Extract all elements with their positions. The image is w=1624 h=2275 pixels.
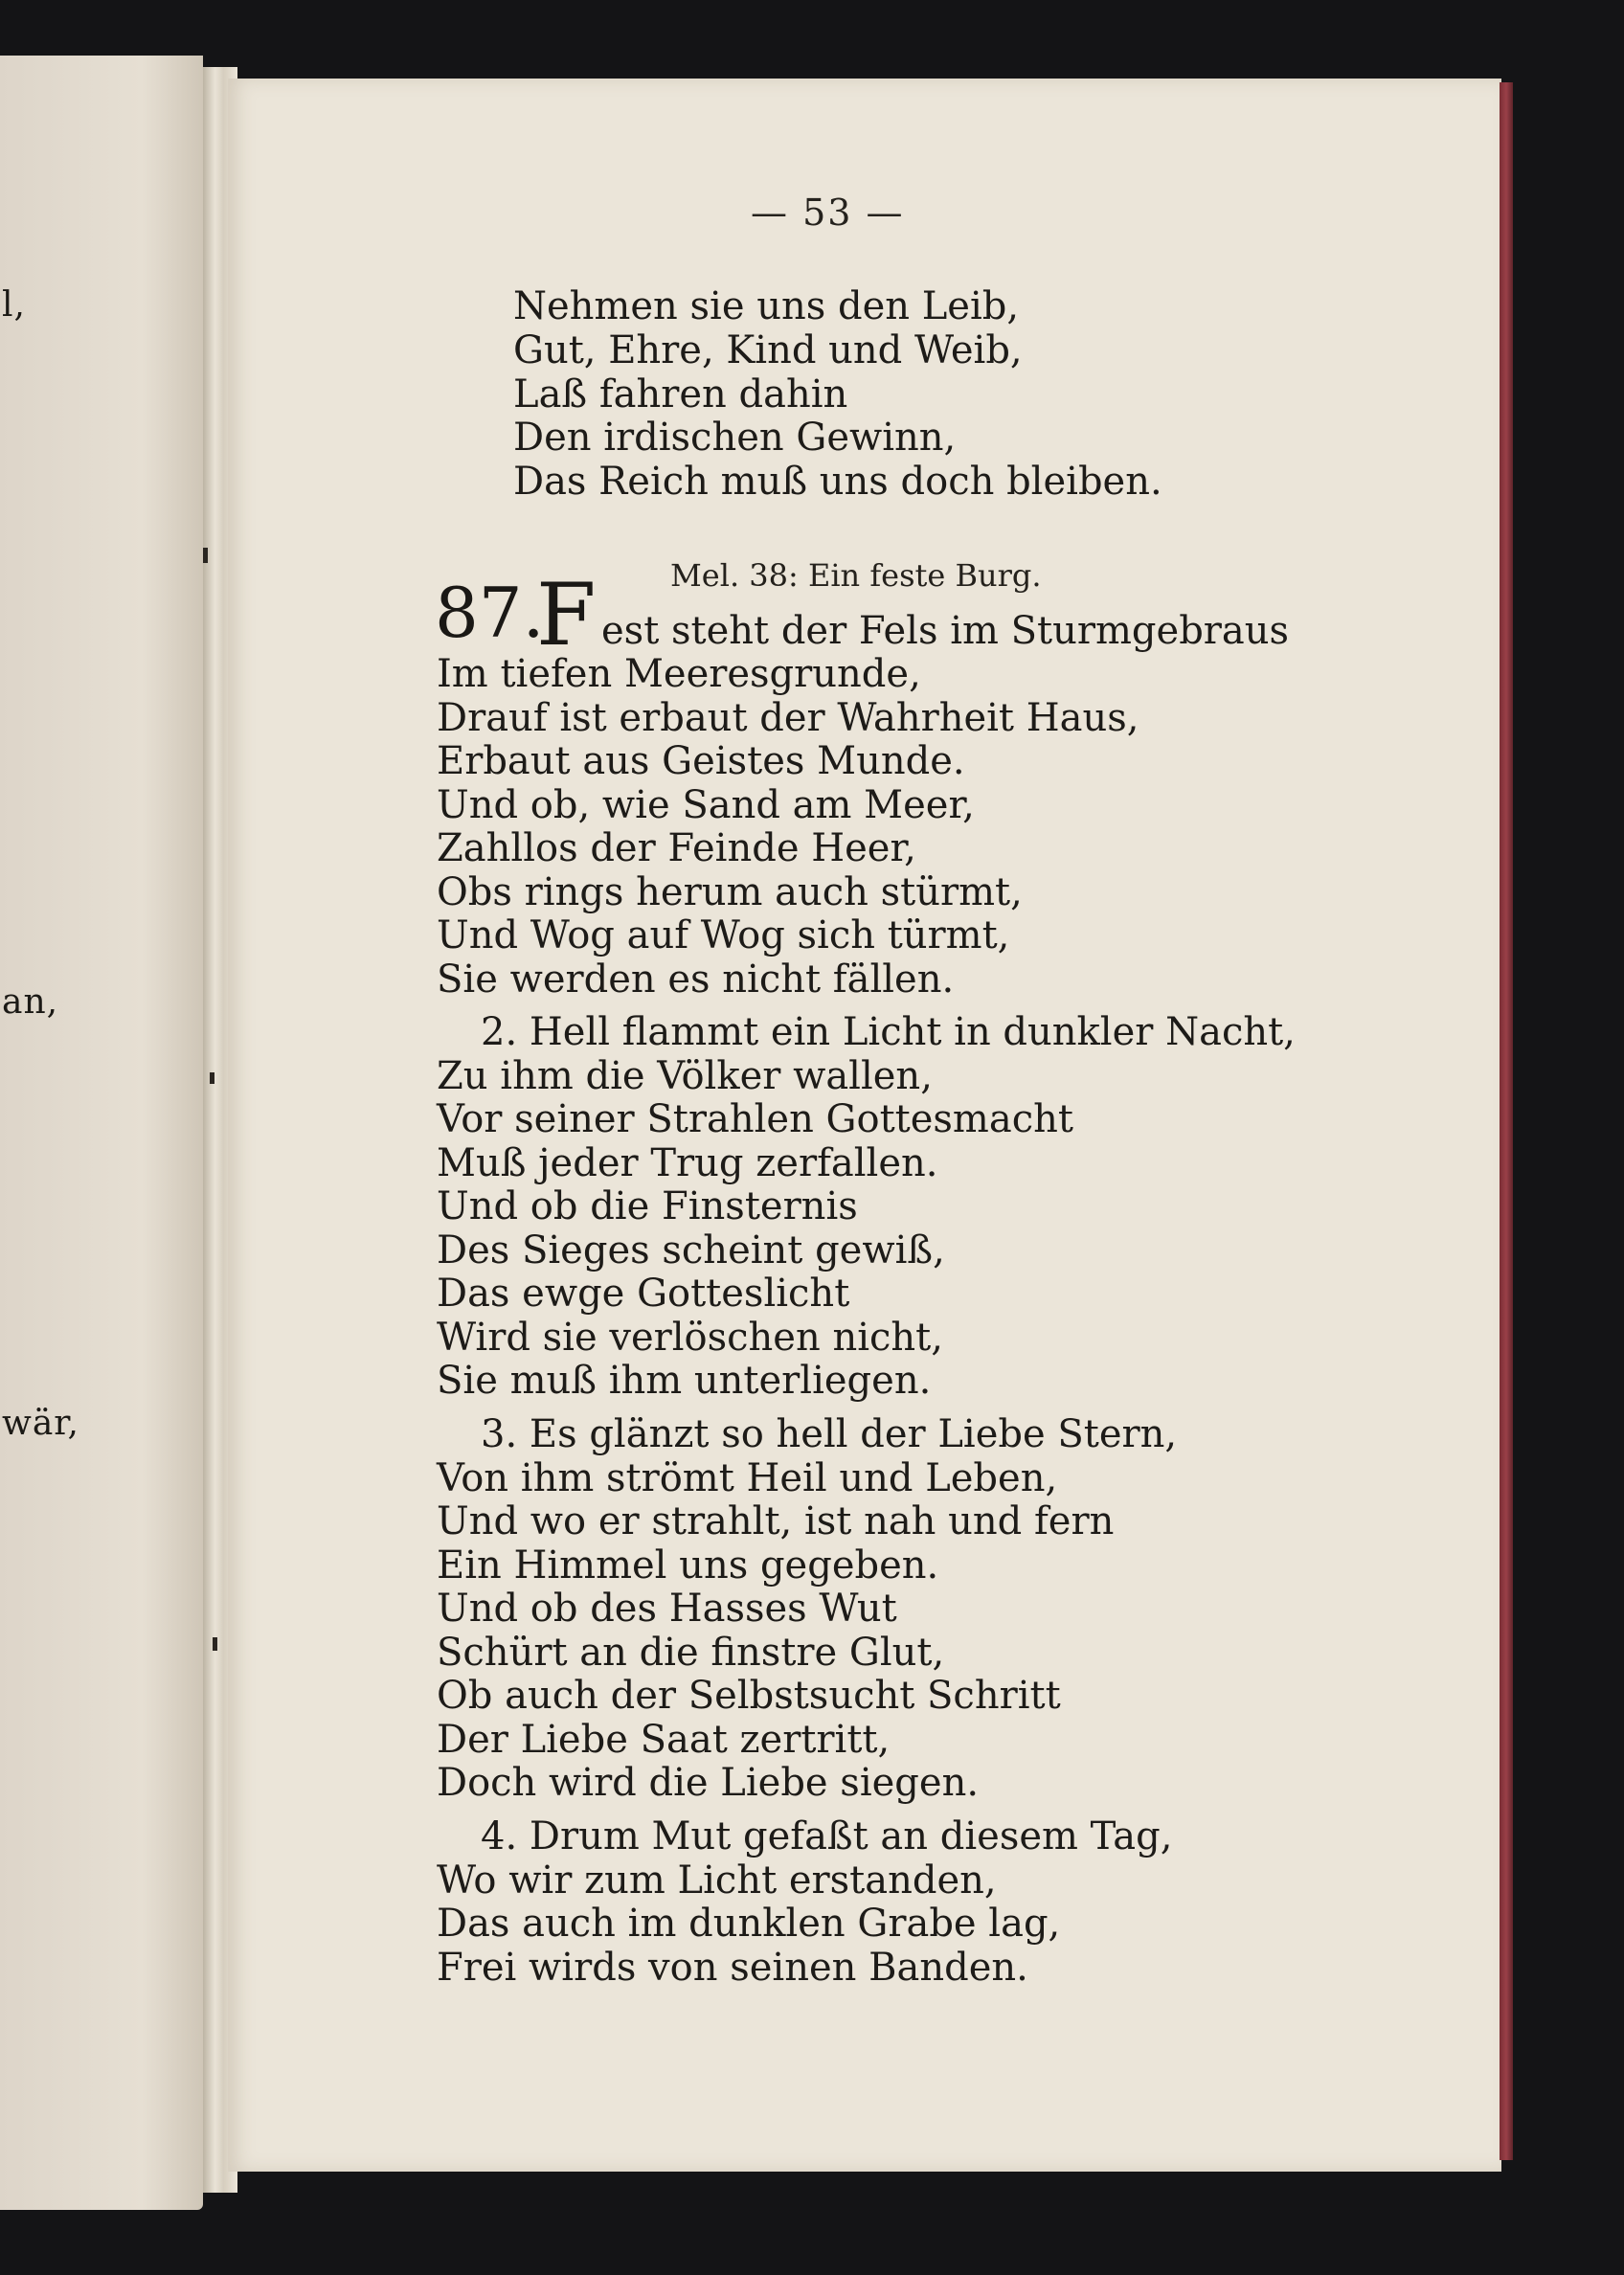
verse-line: Und Wog auf Wog sich türmt, — [437, 913, 1010, 957]
verse-line: Laß fahren dahin — [513, 372, 848, 417]
verse-line: Der Liebe Saat zertritt, — [437, 1718, 891, 1762]
gutter-mark — [213, 1637, 217, 1651]
verse-line: Wo wir zum Licht erstanden, — [437, 1858, 997, 1903]
verse-line: 3. Es glänzt so hell der Liebe Stern, — [481, 1412, 1178, 1456]
gutter-mark — [203, 548, 208, 563]
verse-line: Das auch im dunklen Grabe lag, — [437, 1902, 1061, 1946]
verse-line: Frei wirds von seinen Banden. — [437, 1946, 1028, 1990]
red-page-edge — [1500, 82, 1513, 2160]
verse-line: Schürt an die finstre Glut, — [437, 1631, 945, 1675]
left-page-fragment: wär, — [2, 1404, 79, 1443]
verse-line: 4. Drum Mut gefaßt an diesem Tag, — [481, 1814, 1173, 1858]
left-page-fragment: an, — [2, 982, 59, 1022]
page-number: — 53 — — [751, 191, 905, 234]
verse-line: Und wo er strahlt, ist nah und fern — [437, 1499, 1115, 1543]
left-page — [0, 56, 203, 2210]
hymn-number: 87. — [435, 573, 545, 653]
verse-line: Nehmen sie uns den Leib, — [513, 284, 1020, 328]
verse-line: Doch wird die Liebe siegen. — [437, 1761, 980, 1805]
verse-line: Und ob die Finsternis — [437, 1184, 858, 1228]
left-page-fragment: l, — [2, 285, 26, 325]
verse-line: Vor seiner Strahlen Gottesmacht — [437, 1097, 1073, 1141]
verse-line: Sie muß ihm unterliegen. — [437, 1359, 932, 1403]
verse-line: Des Sieges scheint gewiß, — [437, 1228, 945, 1273]
verse-line: Im tiefen Meeresgrunde, — [437, 652, 921, 696]
verse-line: Sie werden es nicht fällen. — [437, 957, 955, 1002]
verse-line: Wird sie verlöschen nicht, — [437, 1316, 943, 1360]
verse-line: Das Reich muß uns doch bleiben. — [513, 460, 1162, 504]
verse-line: Obs rings herum auch stürmt, — [437, 870, 1023, 914]
verse-line: Und ob des Hasses Wut — [437, 1587, 897, 1631]
melody-reference: Mel. 38: Ein feste Burg. — [670, 557, 1042, 594]
verse-line: Drauf ist erbaut der Wahrheit Haus, — [437, 696, 1139, 740]
verse-line: Erbaut aus Geistes Munde. — [437, 739, 965, 783]
gutter-mark — [210, 1072, 214, 1084]
verse-line: Gut, Ehre, Kind und Weib, — [513, 328, 1023, 372]
hymn-first-line: est steht der Fels im Sturmgebraus — [601, 609, 1290, 653]
verse-line: 2. Hell flammt ein Licht in dunkler Nacht, — [481, 1010, 1296, 1054]
verse-line: Das ewge Gotteslicht — [437, 1272, 850, 1316]
verse-line: Muß jeder Trug zerfallen. — [437, 1141, 938, 1185]
verse-line: Den irdischen Gewinn, — [513, 416, 957, 460]
verse-line: Und ob, wie Sand am Meer, — [437, 783, 975, 827]
verse-line: Zahllos der Feinde Heer, — [437, 826, 916, 870]
verse-line: Von ihm strömt Heil und Leben, — [437, 1456, 1058, 1500]
drop-initial: F — [536, 565, 597, 665]
verse-line: Zu ihm die Völker wallen, — [437, 1054, 933, 1098]
verse-line: Ein Himmel uns gegeben. — [437, 1543, 939, 1588]
verse-line: Ob auch der Selbstsucht Schritt — [437, 1674, 1061, 1718]
